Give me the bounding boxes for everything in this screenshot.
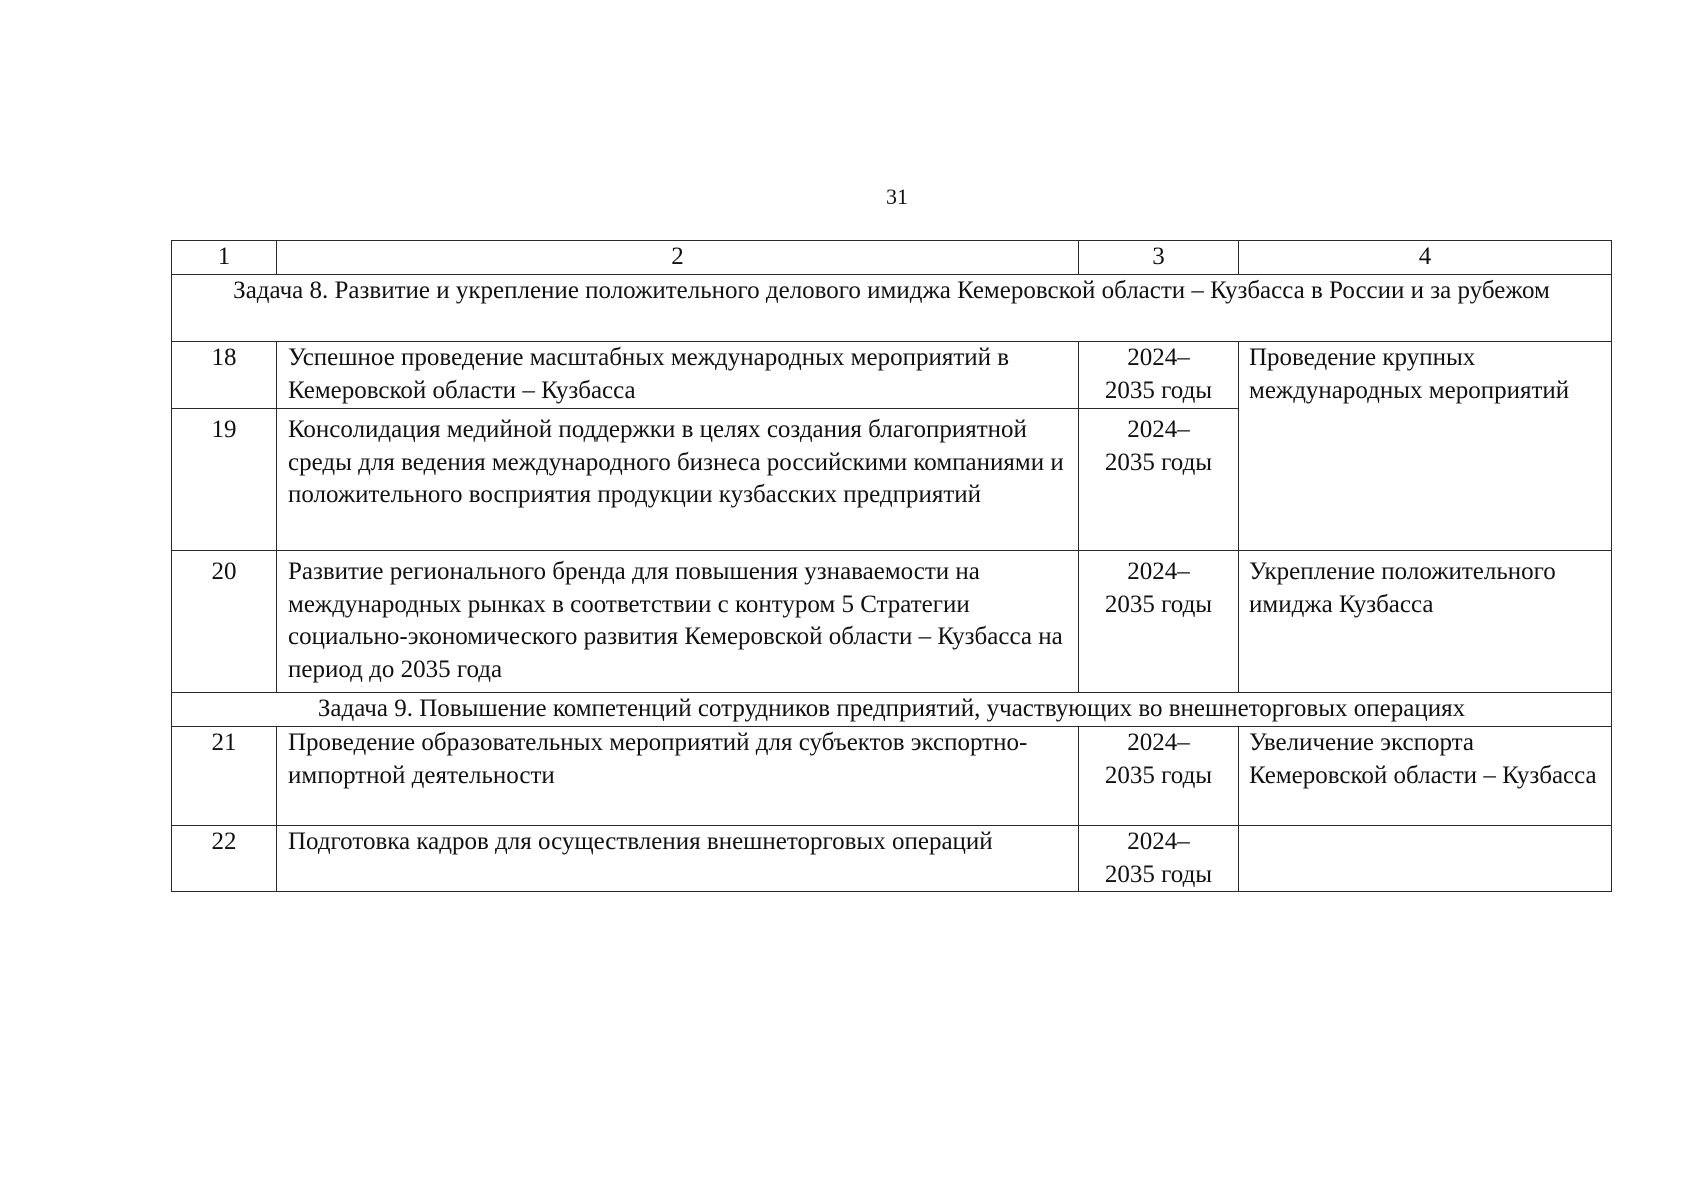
- period-start: 2024–: [1127, 828, 1190, 855]
- period-start: 2024–: [1127, 729, 1190, 756]
- task-8-heading: Задача 8. Развитие и укрепление положительного делового имиджа Кемеровской области – Кузбасса в России и за рубежом: [172, 275, 1612, 342]
- period-start: 2024–: [1127, 416, 1190, 443]
- row-number: 20: [172, 551, 277, 693]
- period-end: 2035 годы: [1104, 376, 1213, 404]
- column-number-1: 1: [172, 241, 277, 275]
- expected-result: [1239, 826, 1612, 892]
- task-9-row: [172, 693, 1612, 727]
- measure-description: Подготовка кадров для осуществления внешнеторговых операций: [277, 826, 1079, 892]
- column-number-row: [172, 241, 1612, 275]
- period-end: 2035 годы: [1104, 448, 1213, 476]
- period-end: 2035 годы: [1104, 761, 1213, 789]
- expected-result: Увеличение экспорта Кемеровской области – Кузбасса: [1239, 727, 1612, 826]
- row-number: 18: [172, 342, 277, 409]
- row-number: 22: [172, 826, 277, 892]
- measure-description: Успешное проведение масштабных международных мероприятий в Кемеровской области – Кузбасса: [277, 342, 1079, 409]
- implementation-period: [1079, 727, 1239, 826]
- measure-description: Проведение образовательных мероприятий для субъектов экспортно-импортной деятельности: [277, 727, 1079, 826]
- column-number-2: 2: [277, 241, 1079, 275]
- table-row: [172, 342, 1612, 409]
- implementation-period: [1079, 551, 1239, 693]
- measures-table: [171, 240, 1612, 892]
- page-number: 31: [886, 184, 908, 209]
- period-start: 2024–: [1127, 344, 1190, 371]
- expected-result: Проведение крупных международных мероприятий: [1239, 342, 1612, 551]
- period-start: 2024–: [1127, 558, 1190, 585]
- period-end: 2035 годы: [1104, 590, 1213, 618]
- measure-description: Развитие регионального бренда для повышения узнаваемости на международных рынках в соответствии с контуром 5 Стратегии социально-экономического развития Кемеровской области – Кузбасса на период до 2035 года: [277, 551, 1079, 693]
- expected-result: Укрепление положительного имиджа Кузбасса: [1239, 551, 1612, 693]
- implementation-period: [1079, 826, 1239, 892]
- column-number-4: 4: [1239, 241, 1612, 275]
- table-row: [172, 826, 1612, 892]
- task-8-row: [172, 275, 1612, 342]
- row-number: 21: [172, 727, 277, 826]
- task-9-heading: Задача 9. Повышение компетенций сотрудников предприятий, участвующих во внешнеторговых операциях: [172, 693, 1612, 727]
- table-row: [172, 727, 1612, 826]
- period-end: 2035 годы: [1104, 860, 1213, 888]
- row-number: 19: [172, 409, 277, 551]
- measure-description: Консолидация медийной поддержки в целях создания благоприятной среды для ведения международного бизнеса российскими компаниями и положительного восприятия продукции кузбасских предприятий: [277, 409, 1079, 551]
- column-number-3: 3: [1079, 241, 1239, 275]
- implementation-period: [1079, 342, 1239, 409]
- implementation-period: [1079, 409, 1239, 551]
- table-row: [172, 551, 1612, 693]
